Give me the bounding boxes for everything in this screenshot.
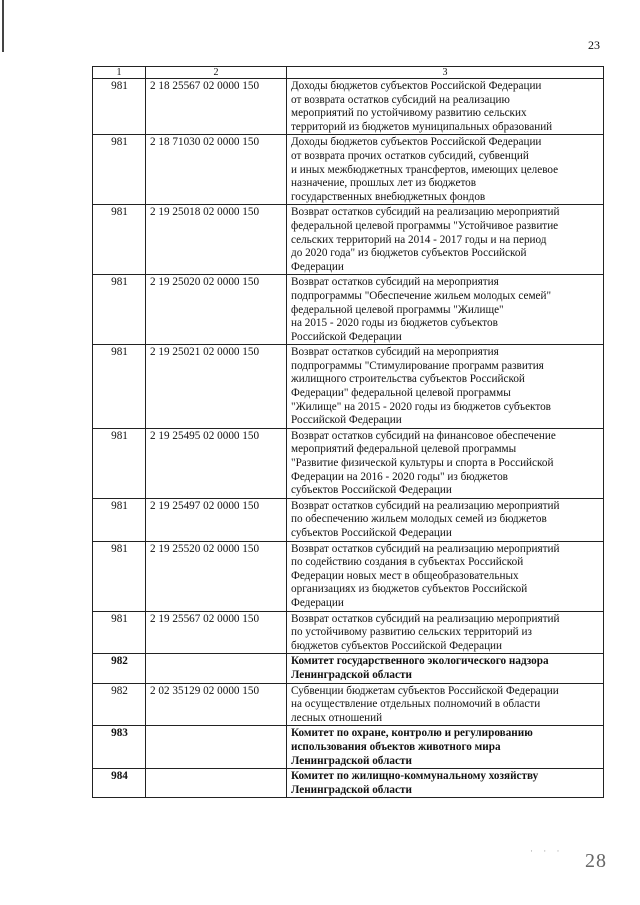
column-header-2: 2 xyxy=(146,67,287,79)
description-line: Ленинградской области xyxy=(291,754,412,767)
description-line: "Развитие физической культуры и спорта в Российской xyxy=(291,457,554,470)
admin-code-cell: 981 xyxy=(93,205,146,275)
admin-code-cell: 981 xyxy=(93,345,146,429)
description-line: государственных внебюджетных фондов xyxy=(291,190,486,203)
description-cell xyxy=(287,541,604,611)
description-line: бюджетов субъектов Российской Федерации xyxy=(291,639,503,652)
table-row xyxy=(93,275,604,345)
description-line: Возврат остатков субсидий на мероприятия xyxy=(291,276,499,289)
description-line: Возврат остатков субсидий на мероприятия xyxy=(291,346,499,359)
budget-code-cell: 2 19 25018 02 0000 150 xyxy=(146,205,287,275)
description-cell xyxy=(287,345,604,429)
description-line: Федерации на 2016 - 2020 годы" из бюджетов xyxy=(291,470,508,483)
description-line: субъектов Российской Федерации xyxy=(291,484,452,497)
table-row xyxy=(93,769,604,798)
admin-code-cell: 981 xyxy=(93,275,146,345)
table-row xyxy=(93,611,604,654)
description-line: субъектов Российской Федерации xyxy=(291,527,452,539)
description-line: и иных межбюджетных трансфертов, имеющих целевое xyxy=(291,163,559,176)
admin-code-cell: 981 xyxy=(93,611,146,654)
handwritten-page-number: 28 xyxy=(585,850,607,872)
description-cell xyxy=(287,654,604,683)
description-cell xyxy=(287,275,604,345)
budget-code-cell: 2 19 25021 02 0000 150 xyxy=(146,345,287,429)
description-line: мероприятий по устойчивому развитию сельских xyxy=(291,107,527,120)
admin-code-cell: 981 xyxy=(93,498,146,541)
description-line: Федерации xyxy=(291,260,344,273)
page-edge-mark xyxy=(2,0,4,52)
description-line: сельских территорий на 2014 - 2017 годы и на период xyxy=(291,233,547,246)
description-line: Возврат остатков субсидий на финансовое обеспечение xyxy=(291,429,556,442)
description-cell xyxy=(287,683,604,726)
table-row xyxy=(93,79,604,135)
table-row xyxy=(93,654,604,683)
admin-code-cell: 981 xyxy=(93,135,146,205)
description-line: федеральной целевой программы "Жилище" xyxy=(291,303,504,316)
description-line: на 2015 - 2020 годы из бюджетов субъектов xyxy=(291,317,498,330)
description-line: Возврат остатков субсидий на реализацию мероприятий xyxy=(291,499,560,512)
description-line: по обеспечению жильем молодых семей из бюджетов xyxy=(291,513,547,526)
budget-code-cell: 2 18 71030 02 0000 150 xyxy=(146,135,287,205)
admin-code-cell: 981 xyxy=(93,541,146,611)
table-row xyxy=(93,498,604,541)
table-header-row xyxy=(93,67,604,79)
budget-code-cell xyxy=(146,769,287,798)
description-line: Федерации" федеральной целевой программы xyxy=(291,387,511,400)
budget-code-cell: 2 19 25495 02 0000 150 xyxy=(146,428,287,498)
description-line: подпрограммы "Обеспечение жильем молодых семей" xyxy=(291,289,552,302)
description-line: территорий из бюджетов муниципальных образований xyxy=(291,120,553,133)
table-row xyxy=(93,428,604,498)
description-line: подпрограммы "Стимулирование программ развития xyxy=(291,359,544,372)
description-line: Возврат остатков субсидий на реализацию мероприятий xyxy=(291,206,560,219)
column-header-3: 3 xyxy=(287,67,604,79)
description-cell xyxy=(287,611,604,654)
budget-code-cell: 2 19 25520 02 0000 150 xyxy=(146,541,287,611)
admin-code-cell: 981 xyxy=(93,428,146,498)
budget-code-cell: 2 19 25497 02 0000 150 xyxy=(146,498,287,541)
description-line: Комитет по жилищно-коммунальному хозяйству xyxy=(291,770,539,783)
description-line: Доходы бюджетов субъектов Российской Федерации xyxy=(291,136,542,149)
admin-code-cell: 984 xyxy=(93,769,146,798)
description-line: лесных отношений xyxy=(291,711,383,724)
description-cell xyxy=(287,428,604,498)
description-line: от возврата прочих остатков субсидий, субвенций xyxy=(291,149,529,162)
budget-code-cell: 2 02 35129 02 0000 150 xyxy=(146,683,287,726)
description-line: Российской Федерации xyxy=(291,414,402,427)
table-row xyxy=(93,345,604,429)
budget-code-cell xyxy=(146,654,287,683)
description-line: от возврата остатков субсидий на реализацию xyxy=(291,93,510,106)
description-line: Федерации новых мест в общеобразовательных xyxy=(291,569,519,582)
description-cell xyxy=(287,135,604,205)
table-row xyxy=(93,205,604,275)
table-row xyxy=(93,683,604,726)
budget-code-cell xyxy=(146,726,287,769)
admin-code-cell: 983 xyxy=(93,726,146,769)
description-line: Ленинградской области xyxy=(291,668,412,681)
admin-code-cell: 982 xyxy=(93,654,146,683)
faint-marks: · · · xyxy=(530,846,564,856)
description-line: Федерации xyxy=(291,596,344,609)
description-line: "Жилище" на 2015 - 2020 годы из бюджетов субъектов xyxy=(291,400,551,413)
table-body xyxy=(93,79,604,798)
budget-code-cell: 2 18 25567 02 0000 150 xyxy=(146,79,287,135)
description-line: Возврат остатков субсидий на реализацию мероприятий xyxy=(291,542,560,555)
description-line: жилищного строительства субъектов Российской xyxy=(291,373,525,386)
description-line: по устойчивому развитию сельских территорий из xyxy=(291,626,532,639)
description-line: федеральной целевой программы "Устойчивое развитие xyxy=(291,219,559,232)
description-line: назначение, прошлых лет из бюджетов xyxy=(291,177,477,190)
description-line: Ленинградской области xyxy=(291,783,412,796)
description-line: использования объектов животного мира xyxy=(291,740,501,753)
table-row xyxy=(93,135,604,205)
description-line: Субвенции бюджетам субъектов Российской Федерации xyxy=(291,684,559,697)
description-line: по содействию создания в субъектах Российской xyxy=(291,556,524,569)
budget-code-cell: 2 19 25567 02 0000 150 xyxy=(146,611,287,654)
description-cell xyxy=(287,726,604,769)
description-cell xyxy=(287,498,604,541)
budget-codes-table xyxy=(92,66,604,798)
description-line: до 2020 года" из бюджетов субъектов Российской xyxy=(291,247,527,260)
description-cell xyxy=(287,205,604,275)
budget-code-cell: 2 19 25020 02 0000 150 xyxy=(146,275,287,345)
admin-code-cell: 981 xyxy=(93,79,146,135)
description-line: Доходы бюджетов субъектов Российской Федерации xyxy=(291,80,542,92)
page-number: 23 xyxy=(588,38,600,52)
description-cell xyxy=(287,769,604,798)
table-row xyxy=(93,726,604,769)
table-row xyxy=(93,541,604,611)
column-header-1: 1 xyxy=(93,67,146,79)
description-line: Комитет по охране, контролю и регулированию xyxy=(291,727,533,740)
description-cell xyxy=(287,79,604,135)
description-line: Возврат остатков субсидий на реализацию мероприятий xyxy=(291,612,560,625)
description-line: мероприятий федеральной целевой программы xyxy=(291,443,517,456)
description-line: организациях из бюджетов субъектов Российской xyxy=(291,583,528,596)
description-line: Российской Федерации xyxy=(291,330,402,343)
admin-code-cell: 982 xyxy=(93,683,146,726)
description-line: на осуществление отдельных полномочий в области xyxy=(291,698,541,711)
description-line: Комитет государственного экологического надзора xyxy=(291,655,549,668)
